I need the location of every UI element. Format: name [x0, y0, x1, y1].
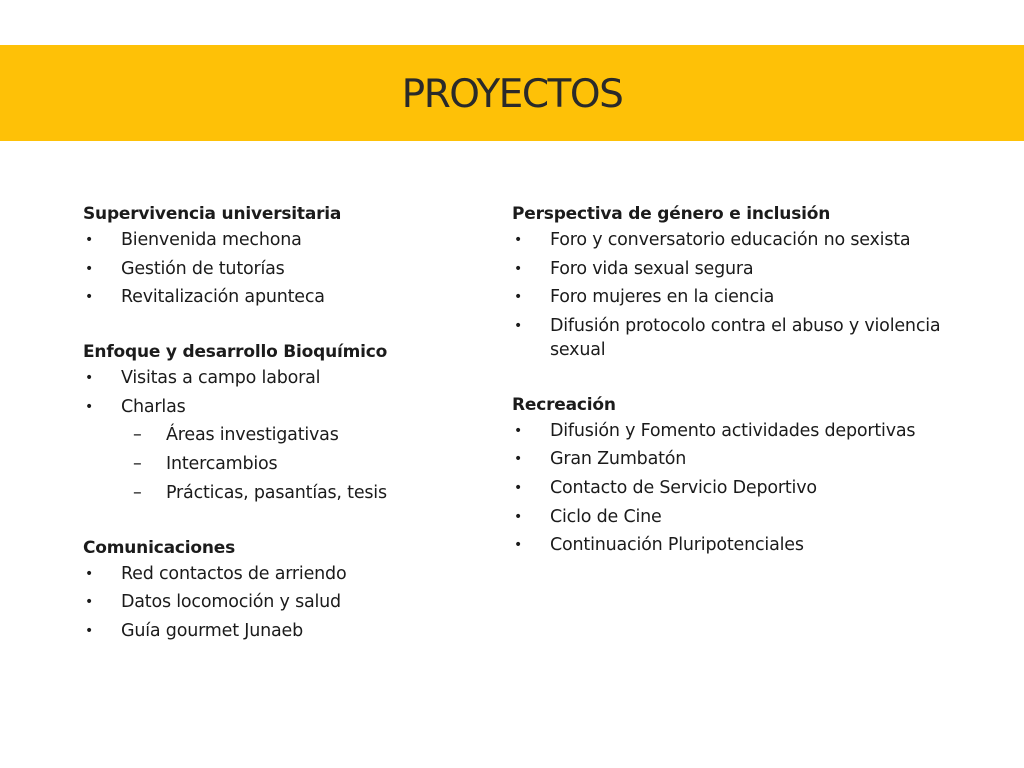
bullet-list	[83, 562, 503, 643]
list-item	[512, 533, 952, 557]
bullet-icon: •	[85, 289, 94, 306]
list-item-text: Contacto de Servicio Deportivo	[550, 477, 817, 498]
section-recreacion	[512, 391, 952, 557]
list-item-text: Revitalización apunteca	[121, 287, 325, 308]
dash-icon: –	[133, 482, 142, 503]
list-item-text: Difusión protocolo contra el abuso y violencia sexual	[550, 315, 941, 360]
bullet-icon: •	[85, 622, 94, 639]
bullet-icon: •	[514, 508, 523, 525]
bullet-icon: •	[85, 398, 94, 415]
list-item	[83, 257, 503, 281]
bullet-icon: •	[85, 370, 94, 387]
sub-item-text: Prácticas, pasantías, tesis	[166, 482, 387, 503]
section-title: Enfoque y desarrollo Bioquímico	[83, 342, 388, 363]
list-item-text: Charlas	[121, 396, 186, 417]
list-item-text: Foro y conversatorio educación no sexista	[550, 230, 911, 250]
bullet-icon: •	[514, 479, 523, 496]
list-item	[512, 505, 952, 529]
sub-list-item	[121, 452, 503, 476]
bullet-icon: •	[514, 537, 523, 554]
list-item-text: Foro vida sexual segura	[550, 258, 754, 279]
list-item	[83, 395, 503, 505]
slide-title: PROYECTOS	[401, 72, 623, 117]
bullet-list	[83, 366, 503, 504]
list-item-text: Red contactos de arriendo	[121, 563, 347, 584]
list-item-text: Datos locomoción y salud	[121, 592, 341, 613]
bullet-icon: •	[85, 565, 94, 582]
list-item-text: Difusión y Fomento actividades deportivas	[550, 420, 916, 441]
section-title: Perspectiva de género e inclusión	[512, 204, 831, 224]
list-item-text: Gran Zumbatón	[550, 449, 687, 470]
bullet-list	[83, 228, 503, 309]
section-enfoque	[83, 338, 503, 504]
list-item-text: Visitas a campo laboral	[121, 368, 321, 389]
list-item-text: Gestión de tutorías	[121, 258, 285, 279]
sub-list	[121, 423, 503, 504]
section-title: Supervivencia universitaria	[83, 204, 342, 224]
sub-list-item	[121, 481, 503, 505]
list-item	[83, 228, 503, 252]
dash-icon: –	[133, 425, 142, 446]
bullet-icon: •	[514, 232, 523, 248]
bullet-icon: •	[514, 317, 523, 334]
list-item	[512, 257, 952, 281]
list-item-text: Continuación Pluripotenciales	[550, 535, 804, 556]
list-item	[83, 285, 503, 309]
list-item	[512, 228, 952, 252]
section-perspectiva	[512, 200, 952, 362]
bullet-list	[512, 228, 952, 362]
title-band	[0, 45, 1024, 141]
section-title: Recreación	[512, 394, 616, 415]
bullet-icon: •	[514, 422, 523, 439]
bullet-icon: •	[85, 594, 94, 611]
list-item-text: Foro mujeres en la ciencia	[550, 287, 775, 308]
list-item-text: Bienvenida mechona	[121, 230, 302, 250]
section-comunicaciones	[83, 534, 503, 643]
right-column	[512, 200, 952, 586]
bullet-icon: •	[514, 260, 523, 277]
list-item	[83, 619, 503, 643]
list-item	[512, 285, 952, 309]
list-item	[512, 476, 952, 500]
sub-item-text: Áreas investigativas	[166, 425, 339, 446]
left-column	[83, 200, 503, 672]
list-item-text: Guía gourmet Junaeb	[121, 620, 303, 641]
bullet-icon: •	[85, 232, 94, 248]
list-item	[83, 562, 503, 586]
sub-list-item	[121, 423, 503, 447]
sub-item-text: Intercambios	[166, 453, 278, 474]
section-title: Comunicaciones	[83, 537, 235, 558]
list-item	[83, 590, 503, 614]
list-item	[512, 419, 952, 443]
list-item-text: Ciclo de Cine	[550, 506, 662, 527]
list-item	[512, 314, 952, 362]
bullet-icon: •	[514, 289, 523, 306]
bullet-icon: •	[514, 451, 523, 468]
bullet-icon: •	[85, 260, 94, 277]
section-supervivencia	[83, 200, 503, 309]
list-item	[83, 366, 503, 390]
dash-icon: –	[133, 453, 142, 474]
bullet-list	[512, 419, 952, 557]
list-item	[512, 447, 952, 471]
